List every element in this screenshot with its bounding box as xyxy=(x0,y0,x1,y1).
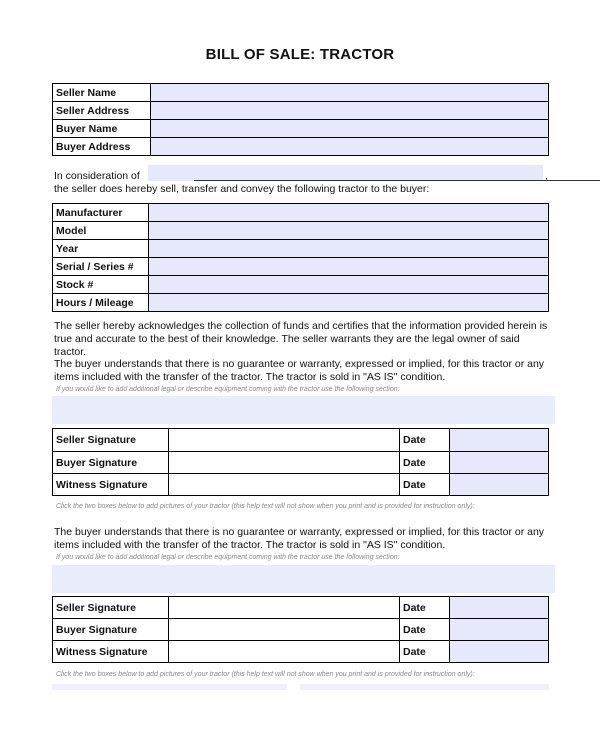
seller-signature-field[interactable] xyxy=(169,597,400,619)
buyer-date-field[interactable] xyxy=(450,452,549,474)
table-row xyxy=(53,120,549,138)
parties-table xyxy=(52,83,549,156)
consideration-line1: In consideration of xyxy=(54,170,140,182)
table-row xyxy=(53,597,549,619)
consideration-comma: , xyxy=(545,170,548,182)
table-row xyxy=(53,452,549,474)
buyer-name-field[interactable] xyxy=(151,120,549,138)
manufacturer-label: Manufacturer xyxy=(53,204,149,222)
table-row xyxy=(53,258,549,276)
tractor-table xyxy=(52,203,549,312)
buyer-signature-field[interactable] xyxy=(169,619,400,641)
warranty-paragraph-2: The buyer understands that there is no guarantee or warranty, expressed or implied, for this tractor or any items included with the transfer of the tractor. The tractor is sold in "AS IS" condition. xyxy=(54,526,545,551)
table-row xyxy=(53,641,549,663)
witness-date-field[interactable] xyxy=(450,474,549,496)
buyer-signature-label: Buyer Signature xyxy=(53,452,169,474)
manufacturer-field[interactable] xyxy=(149,204,549,222)
seller-name-label: Seller Name xyxy=(53,84,151,102)
witness-signature-field[interactable] xyxy=(169,641,400,663)
help-pictures-text-2: Click the two boxes below to add pictures of your tractor (this help text will not show when you print and is provided for instruction only): xyxy=(56,671,475,678)
seller-signature-label: Seller Signature xyxy=(53,429,169,452)
date-label: Date xyxy=(400,474,450,496)
picture-box-right[interactable] xyxy=(300,684,549,690)
table-row xyxy=(53,240,549,258)
stock-field[interactable] xyxy=(149,276,549,294)
buyer-address-label: Buyer Address xyxy=(53,138,151,156)
table-row xyxy=(53,138,549,156)
seller-signature-field[interactable] xyxy=(169,429,400,452)
serial-field[interactable] xyxy=(149,258,549,276)
year-label: Year xyxy=(53,240,149,258)
table-row xyxy=(53,294,549,312)
table-row xyxy=(53,619,549,641)
witness-date-field[interactable] xyxy=(450,641,549,663)
seller-address-label: Seller Address xyxy=(53,102,151,120)
consideration-line2: the seller does hereby sell, transfer and convey the following tractor to the buyer: xyxy=(54,183,430,195)
witness-signature-label: Witness Signature xyxy=(53,474,169,496)
table-row xyxy=(53,474,549,496)
witness-signature-label: Witness Signature xyxy=(53,641,169,663)
table-row xyxy=(53,429,549,452)
date-label: Date xyxy=(400,597,450,619)
date-label: Date xyxy=(400,452,450,474)
warranty-paragraph: The buyer understands that there is no guarantee or warranty, expressed or implied, for this tractor or any items included with the transfer of the tractor. The tractor is sold in "AS IS" condition. xyxy=(54,358,545,383)
table-row xyxy=(53,222,549,240)
consideration-underline xyxy=(194,180,600,181)
picture-box-left[interactable] xyxy=(52,684,287,690)
help-pictures-text: Click the two boxes below to add pictures of your tractor (this help text will not show when you print and is provided for instruction only): xyxy=(56,503,475,510)
witness-signature-field[interactable] xyxy=(169,474,400,496)
signature-table xyxy=(52,428,549,496)
stock-label: Stock # xyxy=(53,276,149,294)
buyer-signature-label: Buyer Signature xyxy=(53,619,169,641)
page-title: BILL OF SALE: TRACTOR xyxy=(205,46,395,63)
date-label: Date xyxy=(400,429,450,452)
help-legal-text-2: If you would like to add additional legal or describe equipment coming with the tractor use the following section: xyxy=(56,554,400,561)
buyer-signature-field[interactable] xyxy=(169,452,400,474)
table-row xyxy=(53,204,549,222)
seller-signature-label: Seller Signature xyxy=(53,597,169,619)
buyer-date-field[interactable] xyxy=(450,619,549,641)
seller-date-field[interactable] xyxy=(450,597,549,619)
date-label: Date xyxy=(400,641,450,663)
seller-date-field[interactable] xyxy=(450,429,549,452)
consideration-text xyxy=(54,170,554,183)
date-label: Date xyxy=(400,619,450,641)
buyer-name-label: Buyer Name xyxy=(53,120,151,138)
year-field[interactable] xyxy=(149,240,549,258)
hours-mileage-label: Hours / Mileage xyxy=(53,294,149,312)
signature-table-2 xyxy=(52,596,549,663)
table-row xyxy=(53,84,549,102)
seller-name-field[interactable] xyxy=(151,84,549,102)
model-field[interactable] xyxy=(149,222,549,240)
additional-legal-field-2[interactable] xyxy=(52,565,555,593)
buyer-address-field[interactable] xyxy=(151,138,549,156)
model-label: Model xyxy=(53,222,149,240)
table-row xyxy=(53,102,549,120)
table-row xyxy=(53,276,549,294)
additional-legal-field[interactable] xyxy=(52,396,555,424)
acknowledge-paragraph: The seller hereby acknowledges the collection of funds and certifies that the information provided herein is true and accurate to the best of their knowledge. The seller warrants they are the legal owner of said tractor. xyxy=(54,320,548,358)
help-legal-text: If you would like to add additional legal or describe equipment coming with the tractor use the following section: xyxy=(56,386,400,393)
seller-address-field[interactable] xyxy=(151,102,549,120)
hours-mileage-field[interactable] xyxy=(149,294,549,312)
serial-label: Serial / Series # xyxy=(53,258,149,276)
